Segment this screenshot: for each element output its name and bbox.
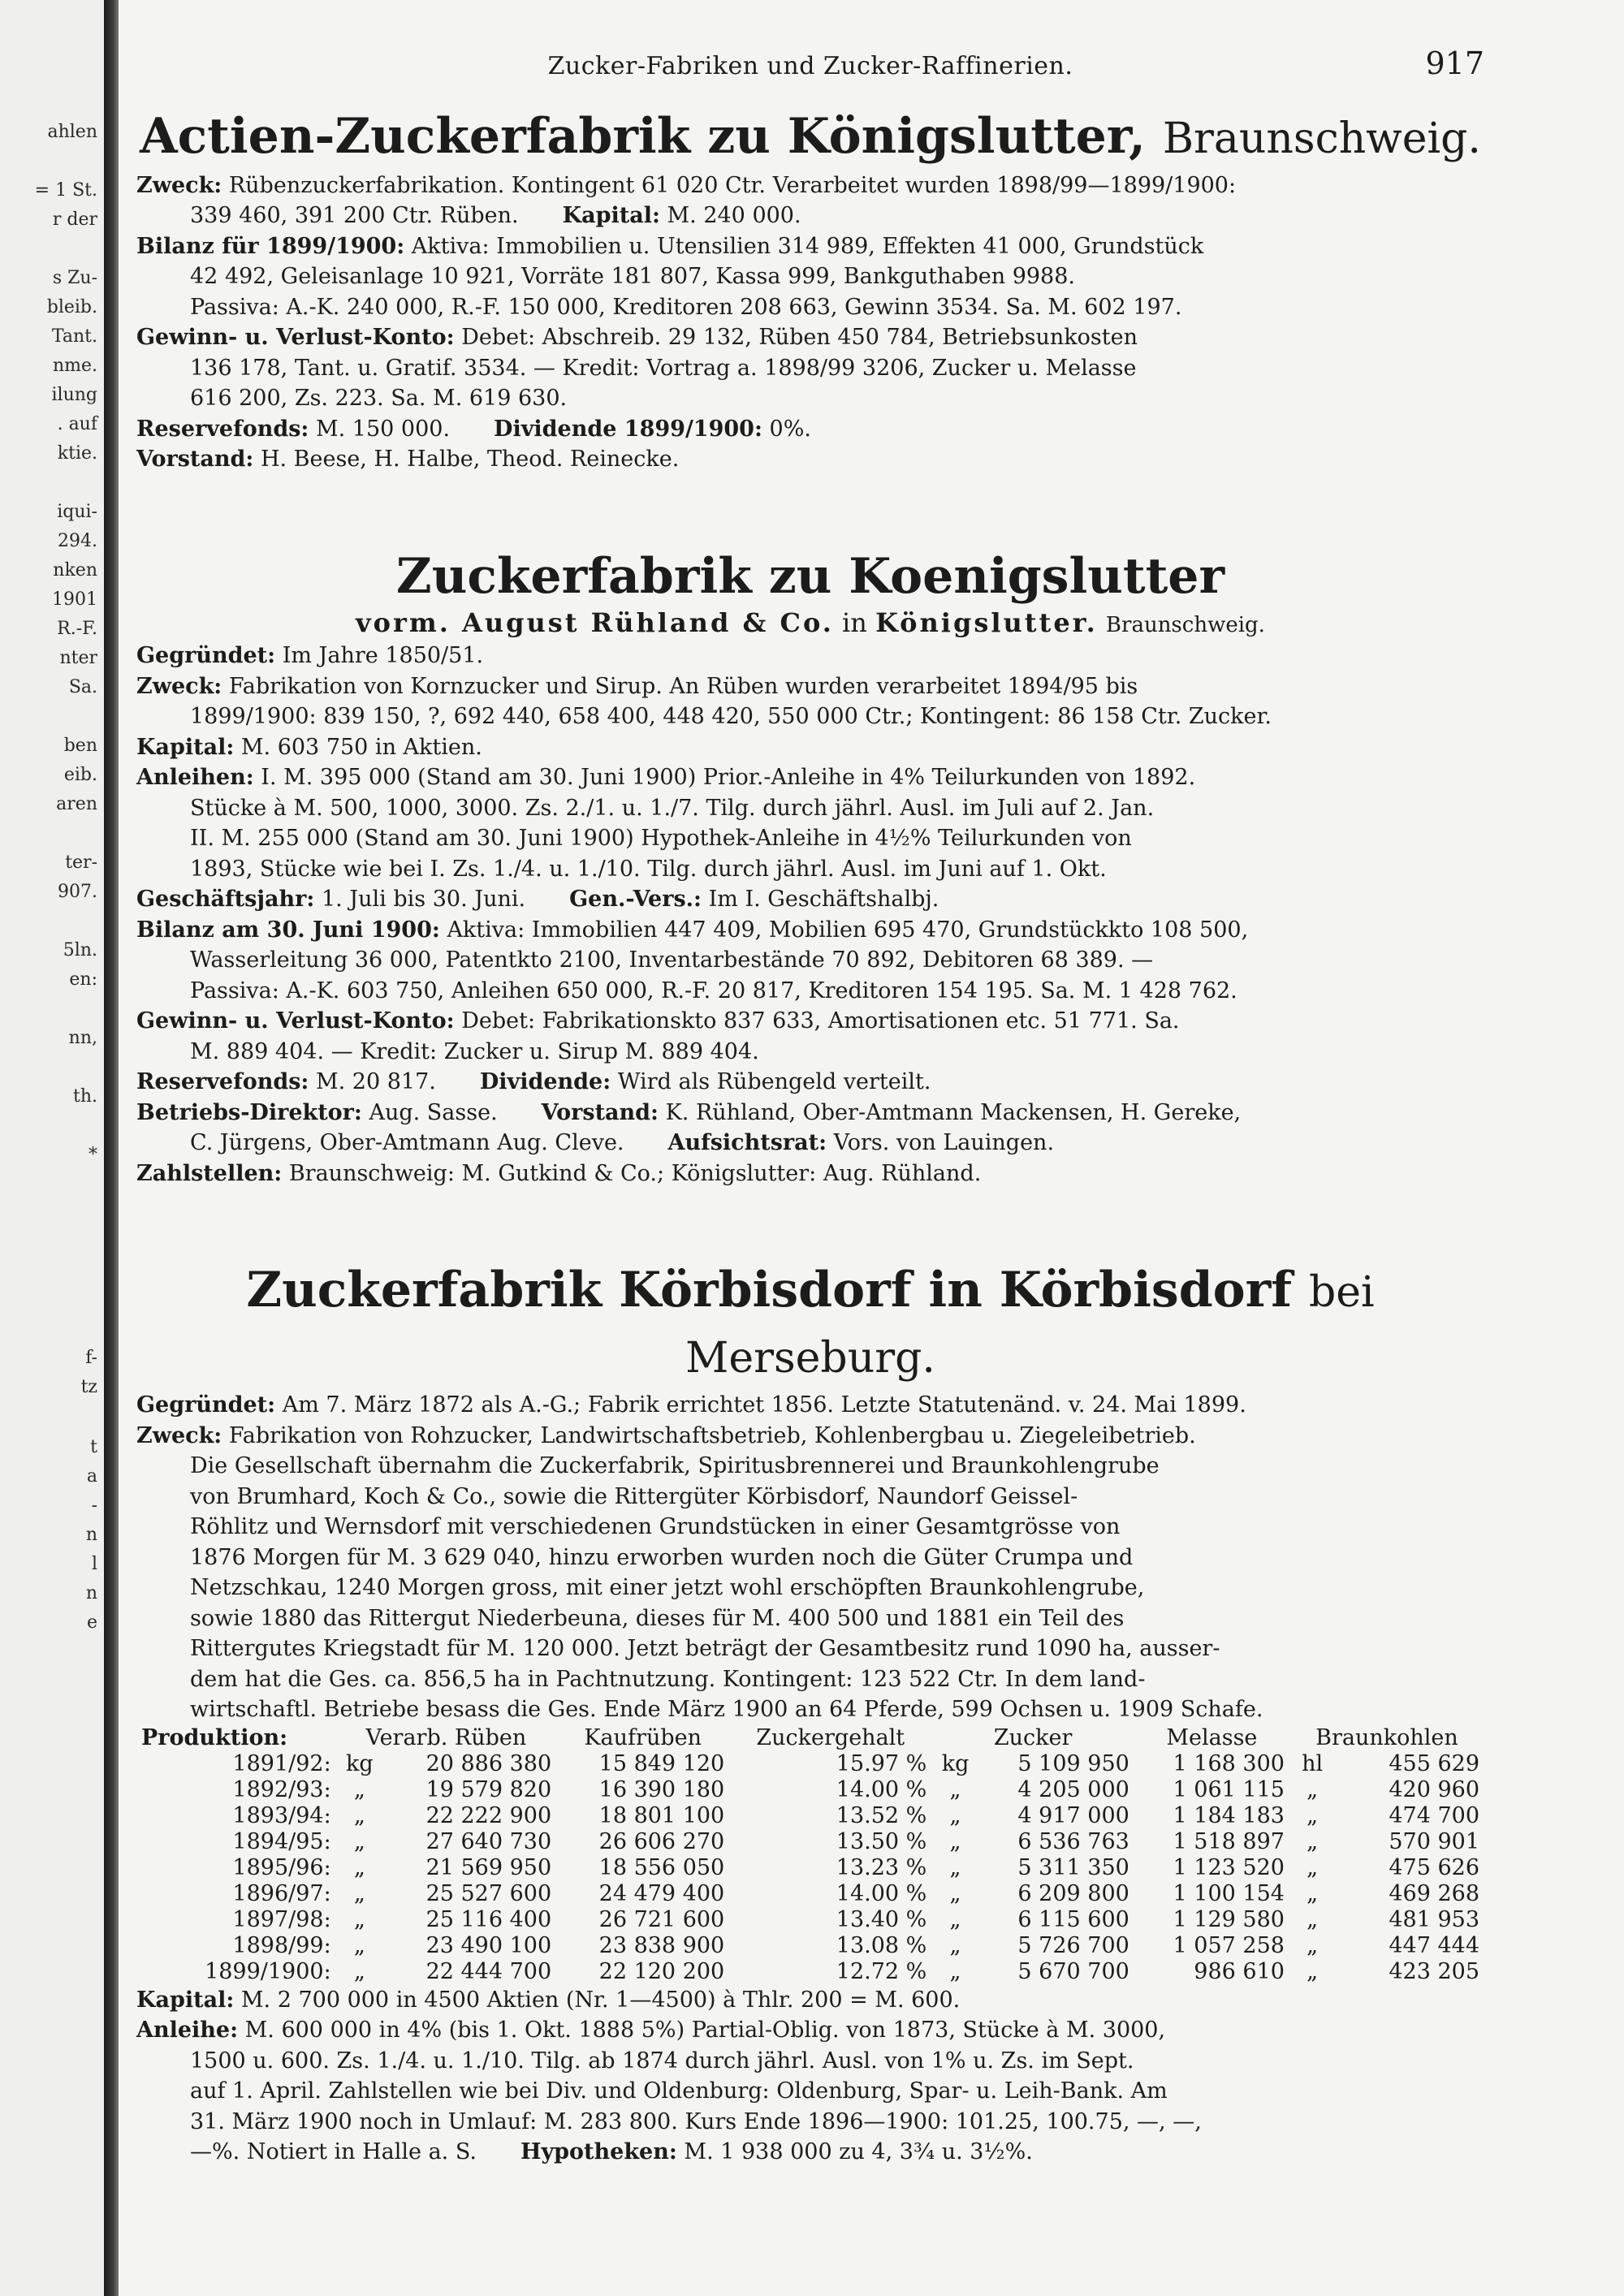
entry-line [136, 1482, 1484, 1513]
cell-unit: „ [1307, 1880, 1319, 1906]
entry1-title [136, 105, 1484, 170]
cell-year: 1891/92: [232, 1750, 331, 1776]
cell-zuckergehalt: 14.00 % [836, 1880, 927, 1906]
cell-unit: „ [1307, 1906, 1319, 1932]
cell-year: 1898/99: [232, 1932, 331, 1958]
cell-kaufrueben: 22 120 200 [598, 1958, 725, 1984]
entry-line [136, 762, 1484, 793]
header-verarb-rueben: Verarb. Rüben [365, 1724, 527, 1750]
entry-text: Aug. Sasse. [369, 1099, 498, 1125]
entry-text: 31. März 1900 noch in Umlauf: M. 283 800. Kurs Ende 1896—1900: 101.25, 100.75, —, —, [190, 2108, 1202, 2134]
entry-text: M. 603 750 in Aktien. [240, 734, 482, 760]
cell-unit: „ [949, 1828, 961, 1854]
entry-text: Debet: Abschreib. 29 132, Rüben 450 784, Betriebsunkosten [461, 325, 1138, 350]
cell-rueben: 27 640 730 [425, 1828, 552, 1854]
entry-line [136, 1159, 1484, 1189]
entry-text: Aktiva: Immobilien 447 409, Mobilien 695 470, Grundstückkto 108 500, [447, 917, 1249, 943]
entry-text: M. 20 817. [315, 1069, 436, 1094]
entry-line [136, 231, 1484, 262]
cell-unit: „ [1307, 1776, 1319, 1802]
margin-fragment: l [91, 1554, 97, 1574]
cell-braunkohlen: 570 901 [1389, 1828, 1479, 1854]
entry-line [136, 414, 1484, 445]
entry-line [136, 1512, 1484, 1543]
production-row [136, 1829, 1484, 1855]
entry-text: —%. Notiert in Halle a. S. [190, 2139, 477, 2164]
margin-fragment: . auf [57, 414, 97, 434]
margin-fragment: - [91, 1495, 97, 1516]
cell-kaufrueben: 23 838 900 [598, 1932, 725, 1958]
entry-text: Vors. von Lauingen. [833, 1130, 1055, 1155]
margin-fragment: ter- [65, 852, 97, 873]
entry-key: Zahlstellen: [136, 1160, 283, 1186]
entry-text: dem hat die Ges. ca. 856,5 ha in Pachtnutzung. Kontingent: 123 522 Ctr. In dem land- [190, 1666, 1146, 1692]
entry-line [136, 353, 1484, 384]
production-row [136, 1777, 1484, 1803]
entry-text: 0%. [769, 416, 811, 442]
cell-melasse: 986 610 [1194, 1958, 1285, 1984]
cell-unit: „ [949, 1880, 961, 1906]
entry-line [136, 1985, 1484, 2016]
margin-fragment: nn, [68, 1028, 97, 1048]
cell-unit: „ [353, 1854, 365, 1880]
entry-text: Röhlitz und Wernsdorf mit verschiedenen Grundstücken in einer Gesamtgrösse von [190, 1514, 1121, 1539]
entry-text: sowie 1880 das Rittergut Niederbeuna, dieses für M. 400 500 und 1881 ein Teil des [190, 1605, 1125, 1631]
header-zucker: Zucker [993, 1724, 1073, 1750]
margin-fragment: = 1 St. [34, 180, 97, 201]
cell-kaufrueben: 26 606 270 [598, 1828, 725, 1854]
cell-year: 1892/93: [232, 1776, 331, 1802]
entry-text: II. M. 255 000 (Stand am 30. Juni 1900) Hypothek-Anleihe in 4½% Teilurkunden von [190, 826, 1132, 851]
cell-unit: „ [353, 1828, 365, 1854]
margin-fragment: nme. [52, 356, 97, 376]
cell-melasse: 1 129 580 [1173, 1906, 1285, 1932]
entry-text: 1893, Stücke wie bei I. Zs. 1./4. u. 1./10. Tilg. durch jährl. Ausl. im Juni auf 1. Okt. [190, 856, 1107, 882]
entry-line [136, 2076, 1484, 2107]
entry-line [136, 1694, 1484, 1725]
entry-text: Im I. Geschäftshalbj. [708, 887, 939, 912]
margin-fragment: 294. [58, 531, 97, 551]
entry1-body [136, 170, 1484, 475]
margin-fragment: s Zu- [52, 268, 97, 288]
cell-rueben: 19 579 820 [425, 1776, 552, 1802]
cell-year: 1897/98: [232, 1906, 331, 1932]
cell-zuckergehalt: 12.72 % [836, 1958, 927, 1984]
entry-line [136, 1573, 1484, 1603]
entry-line [136, 1543, 1484, 1573]
entry2-subtitle-bold: vorm. August Rühland & Co. [356, 606, 834, 638]
cell-braunkohlen: 474 700 [1389, 1802, 1479, 1828]
entry-key: Hypotheken: [520, 2139, 677, 2164]
production-header-row [136, 1725, 1484, 1751]
entry-text: 339 460, 391 200 Ctr. Rüben. [190, 203, 519, 228]
cell-unit: „ [353, 1880, 365, 1906]
entry-line [136, 383, 1484, 414]
entry-text: Wasserleitung 36 000, Patentkto 2100, Inventarbestände 70 892, Debitoren 68 389. — [190, 947, 1154, 973]
entry-text: Netzschkau, 1240 Morgen gross, mit einer jetzt wohl erschöpften Braunkohlengrube, [190, 1575, 1145, 1600]
margin-fragment: th. [72, 1086, 97, 1107]
entry-text: 136 178, Tant. u. Gratif. 3534. — Kredit: Vortrag a. 1898/99 3206, Zucker u. Melasse [190, 355, 1137, 381]
cell-year: 1899/1900: [205, 1958, 331, 1984]
entry-text: Debet: Fabrikationskto 837 633, Amortisationen etc. 51 771. Sa. [461, 1008, 1180, 1034]
production-row [136, 1907, 1484, 1933]
entry-key: Geschäftsjahr: [136, 887, 315, 912]
margin-fragment: eib. [63, 765, 97, 785]
production-table [136, 1725, 1484, 1985]
entry-line [136, 444, 1484, 475]
margin-fragment: Sa. [68, 677, 97, 697]
cell-kaufrueben: 24 479 400 [598, 1880, 725, 1906]
entry-text: Passiva: A.-K. 240 000, R.-F. 150 000, Kreditoren 208 663, Gewinn 3534. Sa. M. 602 197. [190, 294, 1182, 320]
entry-line [136, 793, 1484, 824]
margin-fragment: 1901 [52, 589, 97, 610]
margin-fragment: ahlen [47, 122, 97, 142]
margin-fragment: n [85, 1525, 97, 1545]
entry-text: 1. Juli bis 30. Juni. [321, 887, 526, 912]
cell-year: 1893/94: [232, 1802, 331, 1828]
entry-line [136, 1451, 1484, 1482]
cell-unit: „ [949, 1958, 961, 1984]
entry-text: Fabrikation von Kornzucker und Sirup. An Rüben wurden verarbeitet 1894/95 bis [228, 673, 1138, 699]
cell-melasse: 1 057 258 [1173, 1932, 1285, 1958]
cell-zuckergehalt: 13.23 % [836, 1854, 927, 1880]
entry3-title-main: Zuckerfabrik Körbisdorf in Körbisdorf [246, 1262, 1293, 1318]
entry-text: Rübenzuckerfabrikation. Kontingent 61 020 Ctr. Verarbeitet wurden 1898/99—1899/1900: [228, 172, 1237, 198]
margin-fragment: Tant. [51, 326, 97, 347]
entry1-title-location: Braunschweig. [1162, 114, 1481, 163]
cell-unit: „ [949, 1854, 961, 1880]
entry-line [136, 945, 1484, 976]
entry-line [136, 1390, 1484, 1421]
cell-zucker: 4 205 000 [1017, 1776, 1129, 1802]
entry-line [136, 854, 1484, 885]
entry-line [136, 2137, 1484, 2168]
entry-text: 42 492, Geleisanlage 10 921, Vorräte 181 807, Kassa 999, Bankguthaben 9988. [190, 264, 1075, 289]
cell-year: 1896/97: [232, 1880, 331, 1906]
entry-text: wirtschaftl. Betriebe besass die Ges. Ende März 1900 an 64 Pferde, 599 Ochsen u. 1909 Schafe. [190, 1697, 1263, 1722]
entry-key: Bilanz für 1899/1900: [136, 233, 405, 259]
entry-text: Aktiva: Immobilien u. Utensilien 314 989, Effekten 41 000, Grundstück [411, 233, 1204, 259]
entry-text: K. Rühland, Ober-Amtmann Mackensen, H. Gereke, [665, 1099, 1242, 1125]
entry-key: Zweck: [136, 172, 222, 198]
entry-text: M. 240 000. [667, 203, 801, 228]
entry-line [136, 1098, 1484, 1129]
cell-kaufrueben: 18 801 100 [598, 1802, 725, 1828]
entry-text: Fabrikation von Rohzucker, Landwirtschaftsbetrieb, Kohlenbergbau u. Ziegeleibetrieb. [228, 1422, 1196, 1448]
entry-text: von Brumhard, Koch & Co., sowie die Rittergüter Körbisdorf, Naundorf Geissel- [190, 1483, 1078, 1509]
entry-line [136, 976, 1484, 1007]
margin-fragment: tz [80, 1377, 97, 1397]
header-braunkohlen: Braunkohlen [1315, 1724, 1458, 1750]
cell-unit: „ [1307, 1802, 1319, 1828]
entry3-body [136, 1390, 1484, 1725]
margin-fragment: nter [59, 648, 97, 668]
cell-year: 1894/95: [232, 1828, 331, 1854]
entry-key: Anleihen: [136, 765, 254, 790]
production-row [136, 1933, 1484, 1959]
cell-rueben: 22 444 700 [425, 1958, 552, 1984]
cell-melasse: 1 518 897 [1173, 1828, 1285, 1854]
cell-kaufrueben: 18 556 050 [598, 1854, 725, 1880]
entry-key: Betriebs-Direktor: [136, 1099, 362, 1125]
header-zuckergehalt: Zuckergehalt [756, 1724, 905, 1750]
entry-key: Anleihe: [136, 2018, 239, 2043]
production-row [136, 1959, 1484, 1985]
entry-key: Vorstand: [541, 1099, 659, 1125]
cell-unit: „ [353, 1802, 365, 1828]
cell-zuckergehalt: 15.97 % [836, 1750, 927, 1776]
entry-line [136, 1128, 1484, 1159]
cell-zucker: 6 209 800 [1017, 1880, 1129, 1906]
cell-unit: „ [1307, 1958, 1319, 1984]
cell-unit: „ [1307, 1854, 1319, 1880]
cell-melasse: 1 168 300 [1173, 1750, 1285, 1776]
entry-text: 616 200, Zs. 223. Sa. M. 619 630. [190, 386, 568, 411]
entry-key: Gewinn- u. Verlust-Konto: [136, 325, 455, 350]
entry-line [136, 1634, 1484, 1664]
cell-zucker: 5 726 700 [1017, 1932, 1129, 1958]
margin-fragment: ben [63, 736, 97, 756]
cell-braunkohlen: 475 626 [1389, 1854, 1479, 1880]
entry-line [136, 701, 1484, 732]
cell-unit: kg [941, 1750, 970, 1776]
entry-line [136, 1037, 1484, 1068]
entry-line [136, 292, 1484, 323]
cell-unit: „ [353, 1906, 365, 1932]
cell-zucker: 6 115 600 [1017, 1906, 1129, 1932]
entry-line [136, 2107, 1484, 2138]
cell-zucker: 4 917 000 [1017, 1802, 1129, 1828]
cell-rueben: 20 886 380 [425, 1750, 552, 1776]
entry-line [136, 641, 1484, 671]
page-body [136, 45, 1484, 2168]
entry3-tail [136, 1985, 1484, 2168]
cell-zuckergehalt: 13.40 % [836, 1906, 927, 1932]
entry2-subtitle-mid: in [842, 606, 867, 638]
entry2-title: Zuckerfabrik zu Koenigslutter [395, 547, 1225, 605]
cell-zuckergehalt: 13.52 % [836, 1802, 927, 1828]
entry3-title [136, 1258, 1484, 1390]
entry-text: Stücke à M. 500, 1000, 3000. Zs. 2./1. u. 1./7. Tilg. durch jährl. Ausl. im Juli auf 2. Jan. [190, 795, 1155, 821]
cell-unit: „ [949, 1802, 961, 1828]
cell-zucker: 5 109 950 [1017, 1750, 1129, 1776]
production-label: Produktion: [141, 1724, 288, 1750]
margin-fragment: n [85, 1583, 97, 1603]
cell-rueben: 23 490 100 [425, 1932, 552, 1958]
cell-unit: „ [1307, 1932, 1319, 1958]
entry-text: Im Jahre 1850/51. [282, 643, 484, 668]
cell-unit: „ [1307, 1828, 1319, 1854]
entry2-body [136, 641, 1484, 1189]
entry-line [136, 1421, 1484, 1452]
cell-braunkohlen: 481 953 [1389, 1906, 1479, 1932]
margin-fragment: 5ln. [63, 940, 97, 960]
entry-key: Zweck: [136, 673, 222, 699]
cell-rueben: 22 222 900 [425, 1802, 552, 1828]
entry-text: auf 1. April. Zahlstellen wie bei Div. und Oldenburg: Oldenburg, Spar- u. Leih-Bank. Am [190, 2078, 1168, 2104]
entry-line [136, 732, 1484, 763]
header-kaufrueben: Kaufrüben [584, 1724, 702, 1750]
margin-fragment: r der [52, 209, 97, 230]
entry-text: 1899/1900: 839 150, ?, 692 440, 658 400, 448 420, 550 000 Ctr.; Kontingent: 86 158 Ctr. Zucker. [190, 704, 1272, 729]
cell-unit: „ [353, 1932, 365, 1958]
entry-line [136, 2015, 1484, 2046]
cell-melasse: 1 100 154 [1173, 1880, 1285, 1906]
entry-text: C. Jürgens, Ober-Amtmann Aug. Cleve. [190, 1130, 624, 1155]
entry1-title-main: Actien-Zuckerfabrik zu Königslutter, [140, 107, 1146, 165]
cell-zuckergehalt: 13.50 % [836, 1828, 927, 1854]
margin-fragment: e [86, 1612, 97, 1633]
entry-key: Kapital: [136, 734, 235, 760]
cell-kaufrueben: 26 721 600 [598, 1906, 725, 1932]
entry-text: M. 889 404. — Kredit: Zucker u. Sirup M. 889 404. [190, 1038, 759, 1064]
running-header [136, 45, 1484, 82]
entry-key: Reservefonds: [136, 1069, 309, 1094]
cell-kaufrueben: 15 849 120 [598, 1750, 725, 1776]
cell-braunkohlen: 420 960 [1389, 1776, 1479, 1802]
entry-line [136, 322, 1484, 353]
header-melasse: Melasse [1166, 1724, 1258, 1750]
cell-unit: „ [949, 1906, 961, 1932]
margin-fragment: aren [56, 794, 97, 814]
margin-fragment: * [89, 1145, 97, 1165]
cell-zucker: 5 670 700 [1017, 1958, 1129, 1984]
cell-zuckergehalt: 13.08 % [836, 1932, 927, 1958]
margin-fragment: t [90, 1437, 97, 1457]
cell-unit: „ [949, 1776, 961, 1802]
entry-key: Gewinn- u. Verlust-Konto: [136, 1008, 455, 1034]
entry-key: Kapital: [562, 203, 660, 228]
page-number: 917 [1425, 45, 1484, 81]
cell-unit: kg [346, 1750, 374, 1776]
production-row [136, 1751, 1484, 1777]
cell-zucker: 5 311 350 [1017, 1854, 1129, 1880]
cell-unit: „ [949, 1932, 961, 1958]
book-gutter [104, 0, 119, 2296]
cell-unit: „ [353, 1958, 365, 1984]
cell-braunkohlen: 455 629 [1389, 1750, 1479, 1776]
margin-fragment: 907. [58, 882, 97, 902]
cell-melasse: 1 061 115 [1173, 1776, 1285, 1802]
entry3-title-location: bei Merseburg. [685, 1268, 1375, 1383]
margin-fragment: R.-F. [57, 619, 97, 639]
entry2-subtitle [136, 608, 1484, 641]
entry-line [136, 671, 1484, 702]
margin-fragment: nken [53, 560, 97, 580]
entry-key: Gen.-Vers.: [569, 887, 702, 912]
cell-braunkohlen: 423 205 [1389, 1958, 1479, 1984]
entry2-subtitle-place: Braunschweig. [1105, 612, 1265, 637]
entry-line [136, 2046, 1484, 2077]
entry-line [136, 1664, 1484, 1695]
entry-text: 1876 Morgen für M. 3 629 040, hinzu erworben wurden noch die Güter Crumpa und [190, 1544, 1134, 1570]
entry-line [136, 915, 1484, 946]
entry-line [136, 261, 1484, 292]
entry-line [136, 170, 1484, 201]
entry-text: Die Gesellschaft übernahm die Zuckerfabrik, Spiritusbrennerei und Braunkohlengrube [190, 1453, 1160, 1478]
cell-zucker: 6 536 763 [1017, 1828, 1129, 1854]
entry-key: Vorstand: [136, 447, 254, 472]
entry-text: M. 150 000. [315, 416, 451, 442]
cell-year: 1895/96: [232, 1854, 331, 1880]
cell-kaufrueben: 16 390 180 [598, 1776, 725, 1802]
entry-text: Passiva: A.-K. 603 750, Anleihen 650 000, R.-F. 20 817, Kreditoren 154 195. Sa. M. 1 428 762. [190, 978, 1237, 1003]
entry-key: Kapital: [136, 1987, 235, 2013]
entry-line [136, 1006, 1484, 1037]
entry-line [136, 884, 1484, 915]
cell-rueben: 25 527 600 [425, 1880, 552, 1906]
entry-key: Dividende 1899/1900: [494, 416, 762, 442]
entry-key: Zweck: [136, 1422, 222, 1448]
entry-line [136, 201, 1484, 231]
entry-text: M. 2 700 000 in 4500 Aktien (Nr. 1—4500) à Thlr. 200 = M. 600. [240, 1987, 961, 2013]
entry-key: Dividende: [479, 1069, 611, 1094]
production-row [136, 1855, 1484, 1881]
entry-text: Braunschweig: M. Gutkind & Co.; Königslutter: Aug. Rühland. [288, 1160, 982, 1186]
cell-rueben: 25 116 400 [425, 1906, 552, 1932]
entry2-subtitle-bold2: Königslutter. [875, 606, 1098, 638]
margin-fragment: iqui- [57, 502, 97, 522]
entry-key: Gegründet: [136, 643, 276, 668]
entry-key: Bilanz am 30. Juni 1900: [136, 917, 440, 943]
margin-fragment: f- [85, 1348, 97, 1368]
margin-fragment: bleib. [46, 297, 97, 317]
entry-text: Wird als Rübengeld verteilt. [617, 1069, 931, 1094]
entry-text: M. 1 938 000 zu 4, 3¾ u. 3½%. [684, 2139, 1033, 2164]
entry-text: Rittergutes Kriegstadt für M. 120 000. Jetzt beträgt der Gesamtbesitz rund 1090 ha, ausser- [190, 1636, 1220, 1661]
cell-melasse: 1 123 520 [1173, 1854, 1285, 1880]
entry-key: Aufsichtsrat: [667, 1130, 827, 1155]
production-row [136, 1881, 1484, 1907]
margin-fragment: en: [69, 969, 97, 990]
adjacent-page-margin [0, 0, 104, 2296]
margin-fragment: ilung [51, 385, 97, 405]
entry-line [136, 823, 1484, 854]
entry-text: I. M. 395 000 (Stand am 30. Juni 1900) Prior.-Anleihe in 4% Teilurkunden von 1892. [261, 765, 1196, 790]
cell-zuckergehalt: 14.00 % [836, 1776, 927, 1802]
cell-unit: „ [353, 1776, 365, 1802]
cell-rueben: 21 569 950 [425, 1854, 552, 1880]
entry-key: Gegründet: [136, 1392, 276, 1418]
margin-fragment: a [86, 1466, 97, 1487]
cell-braunkohlen: 447 444 [1389, 1932, 1479, 1958]
entry-text: Am 7. März 1872 als A.-G.; Fabrik errichtet 1856. Letzte Statutenänd. v. 24. Mai 1899. [282, 1392, 1246, 1418]
entry-text: M. 600 000 in 4% (bis 1. Okt. 1888 5%) Partial-Oblig. von 1873, Stücke à M. 3000, [244, 2018, 1166, 2043]
cell-braunkohlen: 469 268 [1389, 1880, 1479, 1906]
entry-key: Reservefonds: [136, 416, 309, 442]
entry-text: 1500 u. 600. Zs. 1./4. u. 1./10. Tilg. ab 1874 durch jährl. Ausl. von 1% u. Zs. im Sept. [190, 2048, 1134, 2074]
cell-melasse: 1 184 183 [1173, 1802, 1285, 1828]
entry-text: H. Beese, H. Halbe, Theod. Reinecke. [260, 447, 680, 472]
entry-line [136, 1603, 1484, 1634]
margin-fragment: ktie. [57, 443, 97, 464]
entry-line [136, 1067, 1484, 1098]
production-row [136, 1803, 1484, 1829]
running-title: Zucker-Fabriken und Zucker-Raffinerien. [547, 52, 1073, 80]
cell-unit: hl [1302, 1750, 1324, 1776]
